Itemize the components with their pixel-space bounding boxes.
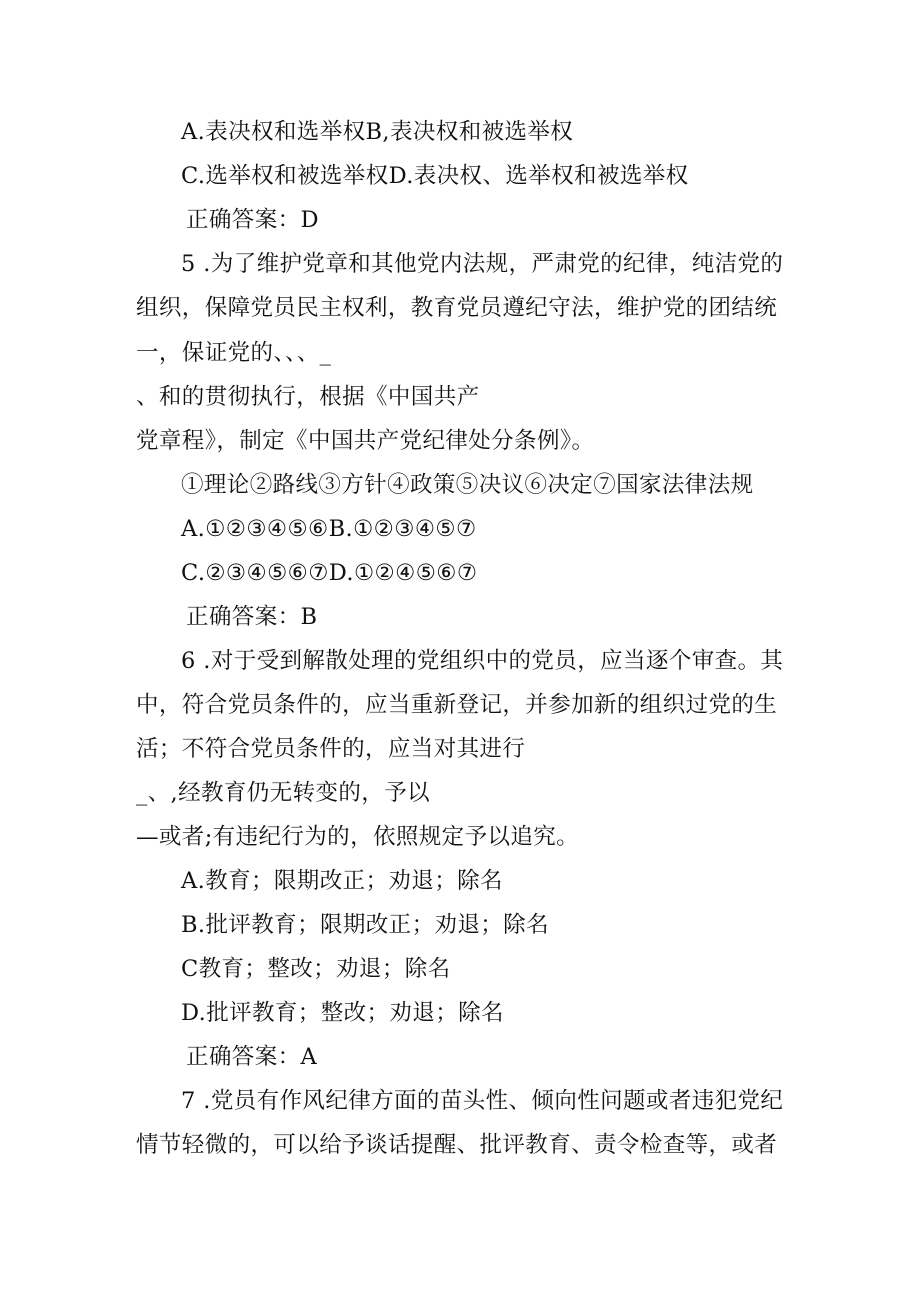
q6-stem-line-1: 6 .对于受到解散处理的党组织中的党员，应当逐个审查。其 bbox=[181, 648, 784, 674]
q5-options-cd: C.②③④⑤⑥⑦D.①②④⑤⑥⑦ bbox=[181, 560, 478, 586]
q5-stem-line-2: 组织，保障党员民主权利，教育党员遵纪守法，维护党的团结统 bbox=[136, 295, 778, 321]
q5-stem-line-3: 一，保证党的、、、_ bbox=[136, 340, 332, 366]
q5-options-ab: A.①②③④⑤⑥B.①②③④⑤⑦ bbox=[181, 516, 477, 542]
q6-option-d: D.批评教育；整改；劝退；除名 bbox=[181, 1000, 504, 1026]
q7-stem-line-1: 7 .党员有作风纪律方面的苗头性、倾向性问题或者违犯党纪 bbox=[181, 1088, 784, 1114]
q6-answer: 正确答案：A bbox=[186, 1044, 318, 1070]
q4-options-ab: A.表决权和选举权B,表决权和被选举权 bbox=[181, 119, 574, 145]
q5-stem-line-5: 党章程》，制定《中国共产党纪律处分条例》。 bbox=[136, 428, 595, 454]
q6-stem-line-2: 中，符合党员条件的，应当重新登记，并参加新的组织过党的生 bbox=[136, 692, 778, 718]
q6-stem-line-3: 活；不符合党员条件的，应当对其进行 bbox=[136, 736, 526, 762]
q6-option-a: A.教育；限期改正；劝退；除名 bbox=[181, 868, 503, 894]
q6-option-c: C教育；整改；劝退；除名 bbox=[181, 956, 451, 982]
q5-stem-line-1: 5 .为了维护党章和其他党内法规，严肃党的纪律，纯洁党的 bbox=[181, 251, 784, 277]
q4-options-cd: C.选举权和被选举权D.表决权、选举权和被选举权 bbox=[181, 163, 689, 189]
q6-stem-line-4: _、,经教育仍无转变的，予以 bbox=[136, 780, 431, 806]
q7-stem-line-2: 情节轻微的，可以给予谈话提醒、批评教育、责令检查等，或者 bbox=[136, 1132, 778, 1158]
q5-items: ①理论②路线③方针④政策⑤决议⑥决定⑦国家法律法规 bbox=[181, 472, 754, 498]
q6-option-b: B.批评教育；限期改正；劝退；除名 bbox=[181, 912, 549, 938]
q5-stem-line-4: 、和的贯彻执行，根据《中国共产 bbox=[136, 384, 480, 410]
q4-answer: 正确答案：D bbox=[186, 207, 319, 233]
q5-answer: 正确答案：B bbox=[186, 604, 318, 630]
q6-stem-line-5: —或者;有违纪行为的，依照规定予以追究。 bbox=[136, 824, 580, 850]
